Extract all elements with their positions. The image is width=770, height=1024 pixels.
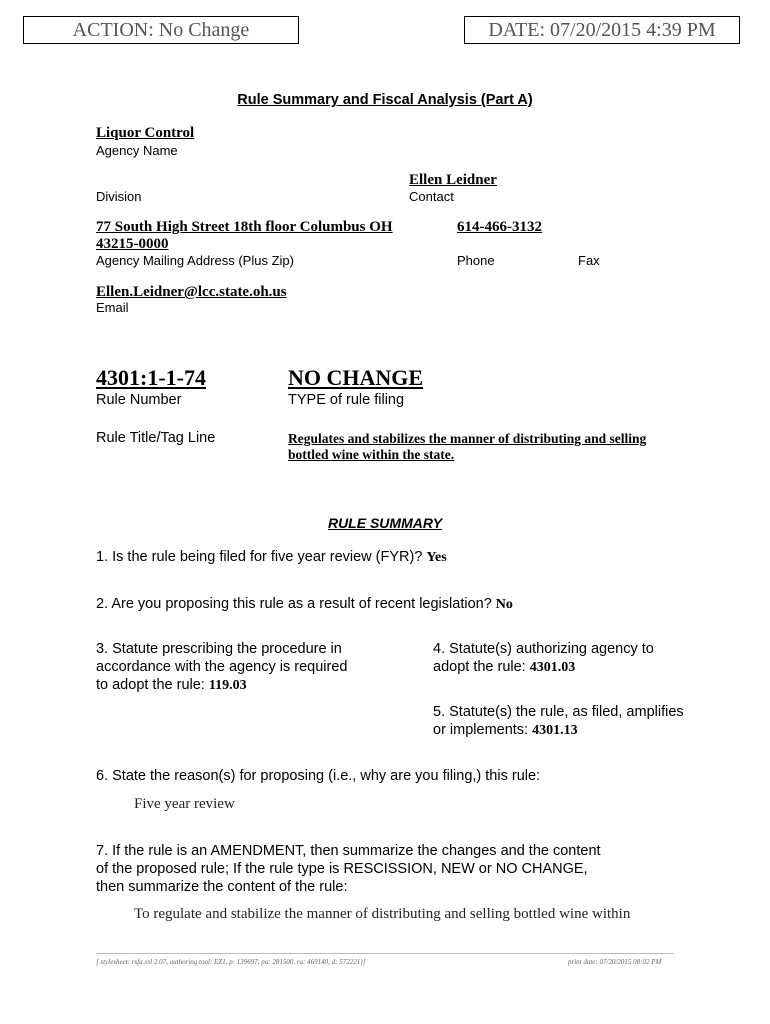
- question-7-line-3: then summarize the content of the rule:: [96, 879, 348, 895]
- question-3-line-1: 3. Statute prescribing the procedure in: [96, 641, 342, 657]
- answer-3: 119.03: [208, 678, 247, 693]
- question-4: [433, 640, 654, 677]
- question-5-line-2: or implements:: [433, 722, 529, 738]
- email-label: Email: [96, 300, 129, 315]
- answer-2: No: [495, 597, 513, 612]
- question-6: 6. State the reason(s) for proposing (i.e., why are you filing,) this rule:: [96, 768, 541, 784]
- rule-title-label: Rule Title/Tag Line: [96, 430, 216, 446]
- email-address: Ellen.Leidner@lcc.state.oh.us: [96, 284, 287, 300]
- question-3-line-2: accordance with the agency is required: [96, 659, 348, 675]
- agency-name: Liquor Control: [96, 125, 195, 141]
- footer-stylesheet-info: [ stylesheet: rsfa.xsl 2.07, authoring tool: EZ1, p: 139697, pa: 281500, ra: 469140, d: 572221)]: [96, 958, 366, 966]
- question-3-line-3: to adopt the rule:: [96, 677, 205, 693]
- question-3: [96, 640, 347, 695]
- agency-name-label: Agency Name: [96, 143, 178, 158]
- question-7-line-2: of the proposed rule; If the rule type is RESCISSION, NEW or NO CHANGE,: [96, 861, 588, 877]
- phone-label: Phone: [457, 253, 495, 268]
- rule-number-label: Rule Number: [96, 392, 182, 408]
- address-line-2: 43215-0000: [96, 236, 169, 252]
- question-2: [96, 595, 513, 614]
- answer-7: To regulate and stabilize the manner of distributing and selling bottled wine within: [134, 906, 631, 922]
- division-label: Division: [96, 189, 142, 204]
- address-line-1: 77 South High Street 18th floor Columbus OH: [96, 219, 393, 235]
- footer-print-date: print date: 07/20/2015 08:02 PM: [568, 958, 662, 966]
- action-text: ACTION: No Change: [72, 19, 250, 41]
- contact-name: Ellen Leidner: [409, 172, 497, 188]
- question-1-text: 1. Is the rule being filed for five year review (FYR)?: [96, 549, 423, 565]
- question-5-line-1: 5. Statute(s) the rule, as filed, amplifies: [433, 704, 684, 720]
- answer-5: 4301.13: [532, 723, 578, 738]
- summary-heading: RULE SUMMARY: [327, 515, 443, 531]
- question-4-line-2: adopt the rule:: [433, 659, 526, 675]
- rule-title-line-1: Regulates and stabilizes the manner of distributing and selling: [288, 431, 647, 446]
- answer-4: 4301.03: [529, 660, 576, 675]
- question-2-text: 2. Are you proposing this rule as a result of recent legislation?: [96, 596, 492, 612]
- question-4-line-1: 4. Statute(s) authorizing agency to: [433, 641, 654, 657]
- footer-divider: [96, 953, 674, 954]
- fax-label: Fax: [578, 253, 600, 268]
- rule-number: 4301:1-1-74: [96, 365, 206, 390]
- rule-title-line-2: bottled wine within the state.: [288, 447, 455, 462]
- address-label: Agency Mailing Address (Plus Zip): [96, 253, 294, 268]
- answer-6: Five year review: [134, 796, 235, 812]
- question-5: [433, 703, 684, 740]
- rule-type-label: TYPE of rule filing: [288, 392, 405, 408]
- page-title: Rule Summary and Fiscal Analysis (Part A): [237, 92, 533, 108]
- date-text: DATE: 07/20/2015 4:39 PM: [488, 19, 716, 41]
- date-box: [464, 16, 740, 44]
- answer-1: Yes: [426, 550, 447, 565]
- phone-number: 614-466-3132: [457, 219, 542, 235]
- contact-label: Contact: [409, 189, 454, 204]
- question-7-line-1: 7. If the rule is an AMENDMENT, then summarize the changes and the content: [96, 843, 601, 859]
- action-box: [23, 16, 299, 44]
- question-7: [96, 842, 601, 896]
- question-1: [96, 548, 447, 567]
- rule-type: NO CHANGE: [288, 365, 424, 390]
